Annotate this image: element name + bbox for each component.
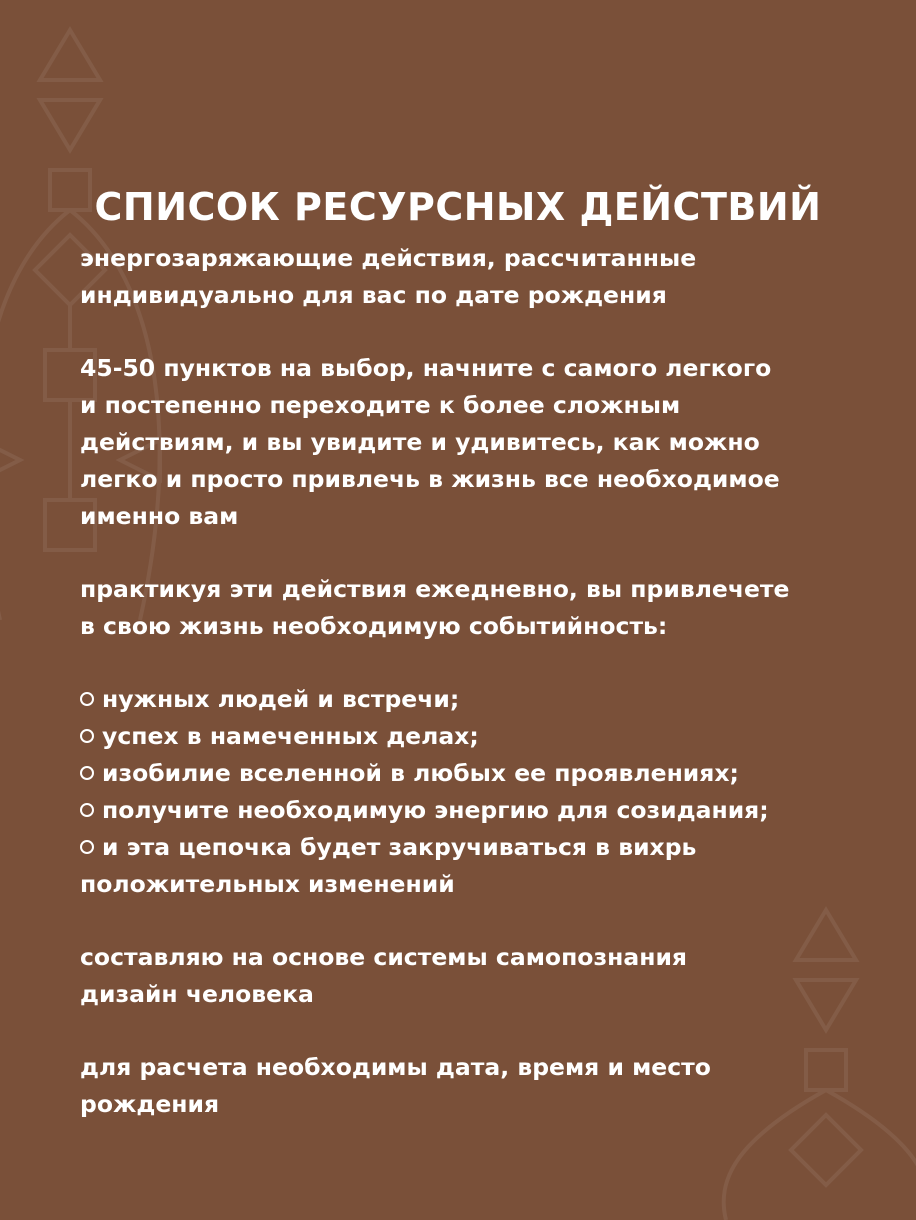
list-item: и эта цепочка будет закручиваться в вихрь (80, 829, 880, 866)
list-item: изобилие вселенной в любых ее проявлениях; (80, 755, 880, 792)
page-title: СПИСОК РЕСУРСНЫХ ДЕЙСТВИЙ (94, 185, 822, 230)
benefits-list (80, 681, 880, 903)
content-body (80, 240, 880, 1123)
list-item: нужных людей и встречи; (80, 681, 880, 718)
list-item-continuation: положительных изменений (80, 870, 455, 898)
requirements-paragraph: для расчета необходимы дата, время и место рождения (80, 1053, 711, 1118)
bullet-circle-icon (80, 803, 94, 817)
points-paragraph: 45-50 пунктов на выбор, начните с самого легкого и постепенно переходите к более сложным действиям, и вы увидите и удивитесь, как можно легко и просто привлечь в жизнь все необходимое именно вам (80, 354, 780, 530)
bullet-circle-icon (80, 729, 94, 743)
bullet-circle-icon (80, 766, 94, 780)
list-item: успех в намеченных делах; (80, 718, 880, 755)
bullet-circle-icon (80, 840, 94, 854)
intro-paragraph: энергозаряжающие действия, рассчитанные индивидуально для вас по дате рождения (80, 244, 697, 309)
list-item: получите необходимую энергию для созидания; (80, 792, 880, 829)
practice-paragraph: практикуя эти действия ежедневно, вы привлечете в свою жизнь необходимую событийность: (80, 575, 790, 640)
bullet-circle-icon (80, 692, 94, 706)
system-paragraph: составляю на основе системы самопознания дизайн человека (80, 943, 687, 1008)
